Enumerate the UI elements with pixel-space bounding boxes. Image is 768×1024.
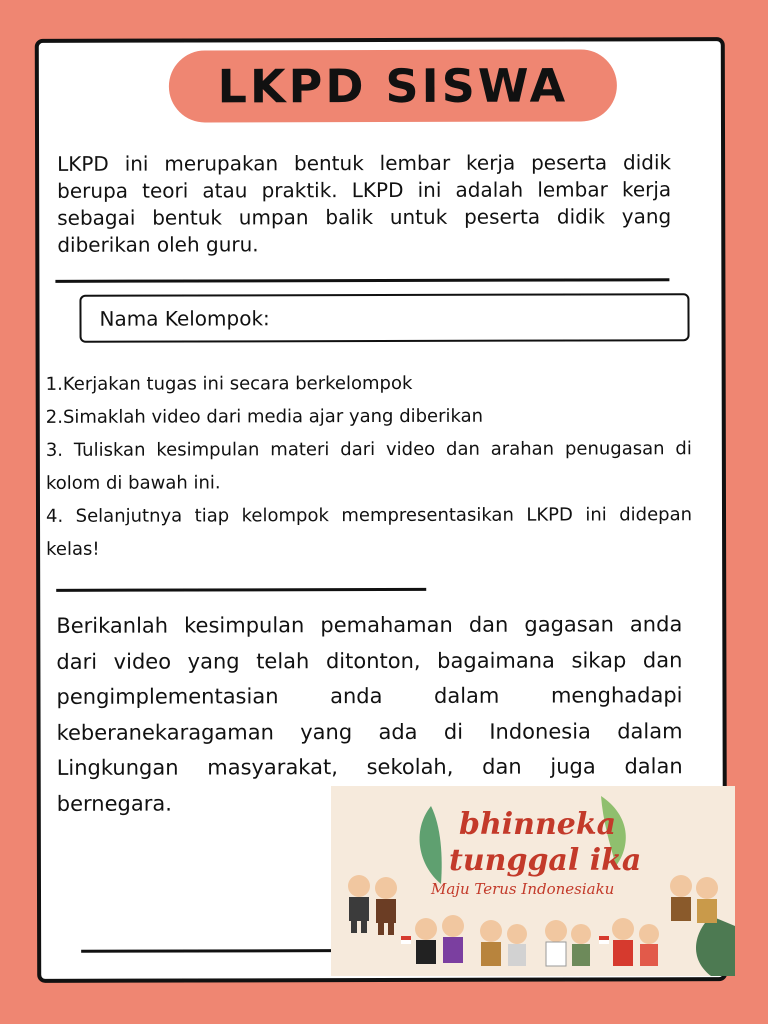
divider-line bbox=[56, 588, 426, 592]
group-name-label: Nama Kelompok: bbox=[99, 306, 270, 331]
instruction-item: 1.Kerjakan tugas ini secara berkelompok bbox=[45, 372, 413, 395]
illustration-art bbox=[331, 786, 735, 976]
instruction-item: 3. Tuliskan kesimpulan materi dari video dan arahan penugasan di kolom di bawah ini. bbox=[45, 438, 692, 494]
kids-group-left bbox=[348, 875, 397, 935]
answer-line bbox=[81, 949, 331, 953]
task-paragraph: Berikanlah kesimpulan pemahaman dan gagasan anda dari video yang telah ditonton, bagaimana sikap dan pengimplementasian anda dalam menghadapi keberanekaragaman yang ada di Indonesia dalam Lingkungan masyarakat, sekolah, dan juga dalan bernegara. bbox=[56, 612, 683, 816]
kids-group-bottom bbox=[415, 915, 659, 966]
intro-paragraph: LKPD ini merupakan bentuk lembar kerja peserta didik berupa teori atau praktik. LKPD ini adalah lembar kerja sebagai bentuk umpan balik untuk peserta didik yang diberikan oleh guru. bbox=[57, 150, 672, 257]
illustration-line1: bhinneka bbox=[459, 807, 617, 842]
kids-group-right bbox=[670, 875, 718, 923]
bhinneka-tunggal-ika-illustration bbox=[331, 786, 735, 976]
instruction-item: 2.Simaklah video dari media ajar yang diberikan bbox=[45, 405, 484, 428]
title-banner bbox=[169, 49, 617, 122]
group-name-field[interactable] bbox=[79, 293, 689, 343]
illustration-line2: tunggal ika bbox=[449, 843, 642, 878]
instruction-item: 4. Selanjutnya tiap kelompok mempresentasikan LKPD ini didepan kelas! bbox=[45, 504, 693, 560]
illustration-subtitle: Maju Terus Indonesiaku bbox=[431, 880, 615, 898]
page-title: LKPD SISWA bbox=[217, 58, 569, 114]
divider-line bbox=[55, 278, 669, 283]
instructions-list bbox=[46, 366, 693, 566]
